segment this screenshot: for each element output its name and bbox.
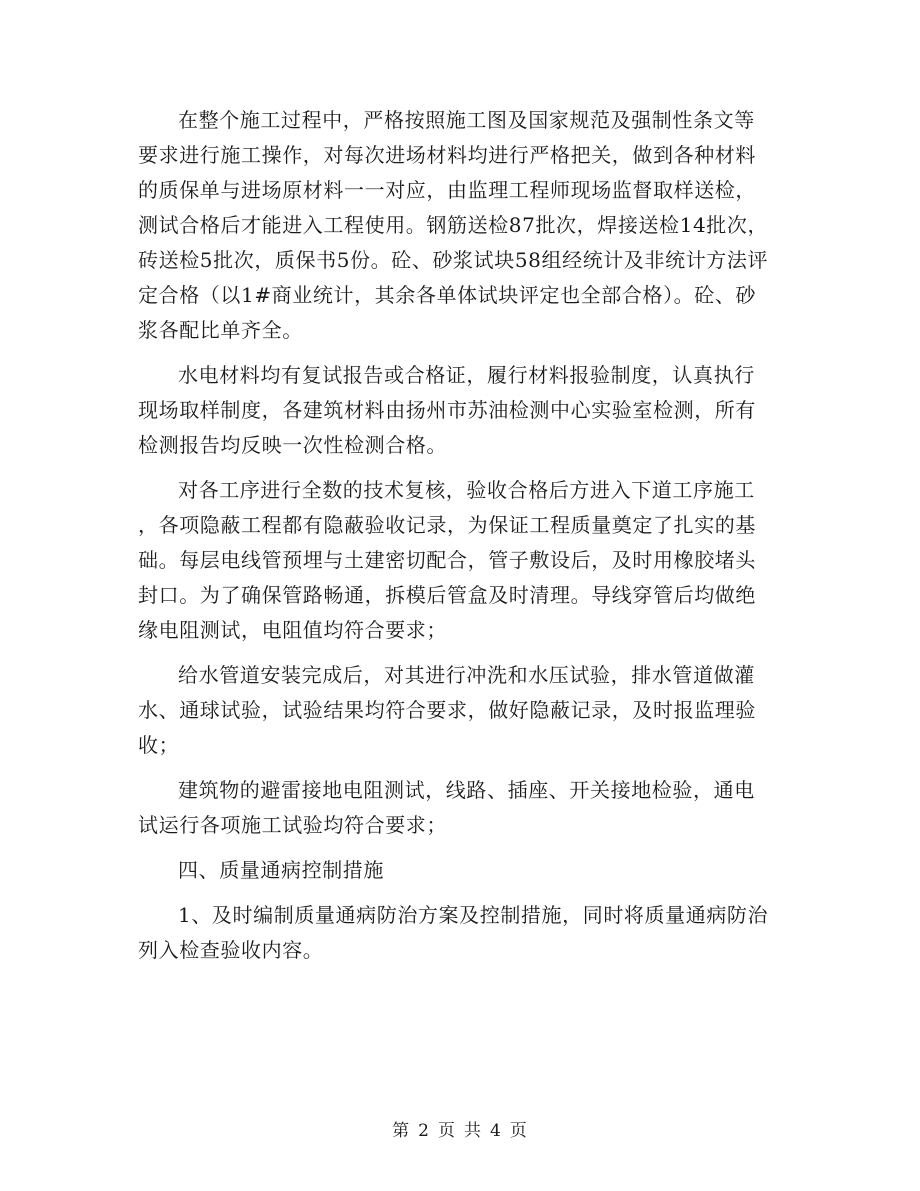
text-line: 给水管道安装完成后，对其进行冲洗和水压试验，排水管道做灌 bbox=[178, 663, 755, 687]
text-line: 封口。为了确保管路畅通，拆模后管盒及时清理。导线穿管后均做绝 bbox=[138, 583, 756, 607]
text-line: 要求进行施工操作，对每次进场材料均进行严格把关，做到各种材料 bbox=[138, 143, 756, 167]
footer-total-word: 共 bbox=[464, 1121, 482, 1141]
paragraph-process-review bbox=[138, 473, 778, 648]
footer-suffix: 页 bbox=[509, 1121, 528, 1141]
paragraph-plumbing-electrical-materials bbox=[138, 358, 778, 463]
text-line: 水、通球试验，试验结果均符合要求，做好隐蔽记录，及时报监理验 bbox=[138, 698, 756, 722]
text-line: 在整个施工过程中，严格按照施工图及国家规范及强制性条文等 bbox=[178, 108, 755, 132]
text-line: 测试合格后才能进入工程使用。钢筋送检87批次，焊接送检14批次， bbox=[138, 213, 769, 237]
footer-total-pages: 4 bbox=[490, 1121, 502, 1141]
text-line: 1、及时编制质量通病防治方案及控制措施，同时将质量通病防治 bbox=[178, 903, 769, 927]
paragraph-water-pipes bbox=[138, 658, 778, 763]
text-line: 检测报告均反映一次性检测合格。 bbox=[138, 433, 447, 457]
text-line: 现场取样制度，各建筑材料由扬州市苏油检测中心实验室检测，所有 bbox=[138, 398, 756, 422]
footer-page-number: 2 bbox=[418, 1121, 430, 1141]
section-heading bbox=[138, 853, 778, 888]
paragraph-measure-1 bbox=[138, 898, 778, 968]
text-line: 对各工序进行全数的技术复核，验收合格后方进入下道工序施工 bbox=[178, 478, 755, 502]
text-line: 浆各配比单齐全。 bbox=[138, 318, 303, 342]
text-line: 列入检查验收内容。 bbox=[138, 938, 324, 962]
footer-page-word: 页 bbox=[438, 1121, 456, 1141]
text-line: 试运行各项施工试验均符合要求； bbox=[138, 813, 447, 837]
paragraph-lightning-grounding bbox=[138, 773, 778, 843]
text-line: 收； bbox=[138, 733, 180, 757]
text-line: 水电材料均有复试报告或合格证，履行材料报验制度，认真执行 bbox=[178, 363, 755, 387]
document-body bbox=[138, 103, 778, 978]
text-line: ，各项隐蔽工程都有隐蔽验收记录，为保证工程质量奠定了扎实的基 bbox=[138, 513, 756, 537]
paragraph-materials-inspection bbox=[138, 103, 778, 348]
text-line: 砖送检5批次，质保书5份。砼、砂浆试块58组经统计及非统计方法评 bbox=[138, 248, 769, 272]
heading-text: 四、质量通病控制措施 bbox=[178, 858, 384, 882]
text-line: 定合格（以1#商业统计，其余各单体试块评定也全部合格）。砼、砂 bbox=[138, 283, 757, 307]
text-line: 础。每层电线管预埋与土建密切配合，管子敷设后，及时用橡胶堵头 bbox=[138, 548, 756, 572]
footer-prefix: 第 bbox=[392, 1121, 411, 1141]
text-line: 建筑物的避雷接地电阻测试，线路、插座、开关接地检验，通电 bbox=[178, 778, 755, 802]
text-line: 缘电阻测试，电阻值均符合要求； bbox=[138, 618, 447, 642]
page-footer bbox=[0, 1116, 920, 1141]
text-line: 的质保单与进场原材料一一对应，由监理工程师现场监督取样送检， bbox=[138, 178, 756, 202]
